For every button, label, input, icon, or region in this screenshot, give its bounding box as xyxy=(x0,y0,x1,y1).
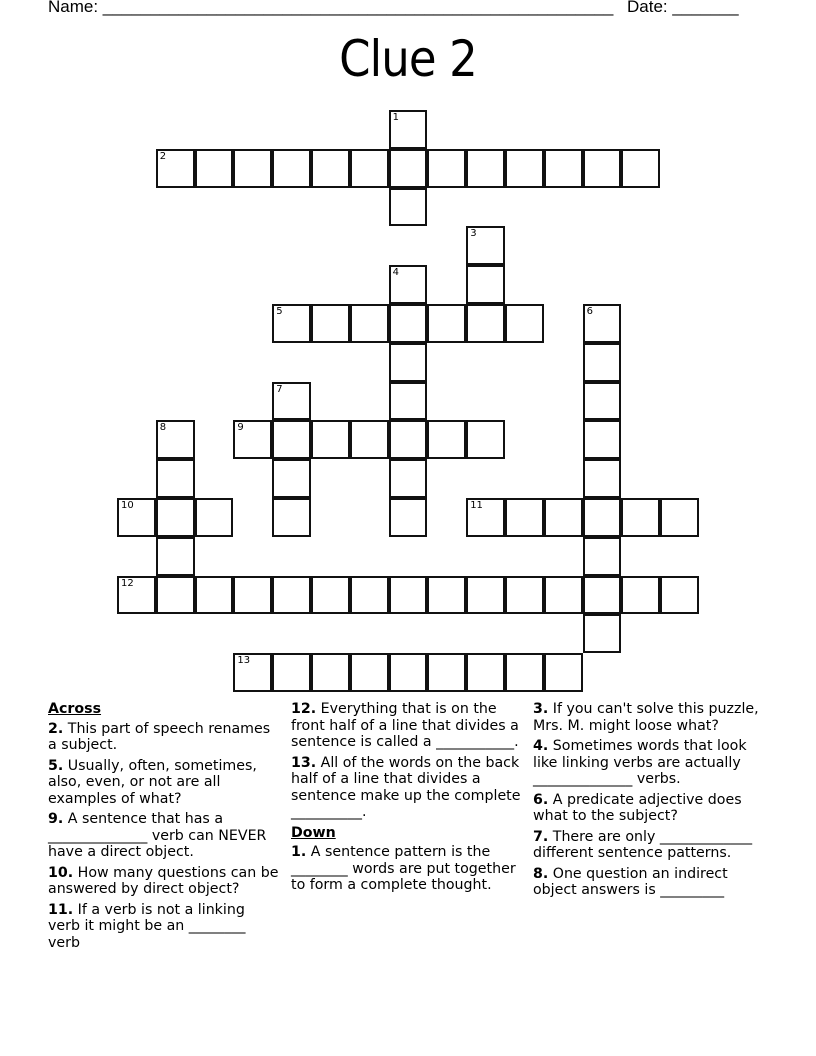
crossword-cell[interactable] xyxy=(544,576,583,615)
crossword-cell[interactable] xyxy=(583,576,622,615)
clue-text: A predicate adjective does what to the subject? xyxy=(533,791,742,824)
crossword-cell[interactable] xyxy=(583,537,622,576)
crossword-cell[interactable] xyxy=(389,459,428,498)
crossword-cell[interactable] xyxy=(233,576,272,615)
clues-column-2 xyxy=(291,701,529,898)
crossword-cell[interactable] xyxy=(195,576,234,615)
cell-number: 9 xyxy=(237,422,244,434)
cell-number: 1 xyxy=(392,112,399,123)
crossword-cell[interactable] xyxy=(466,498,505,537)
puzzle-title: Clue 2 xyxy=(339,30,477,88)
crossword-cell[interactable] xyxy=(311,149,350,188)
clue-text: This part of speech renames a subject. xyxy=(48,720,271,753)
crossword-cell[interactable] xyxy=(389,265,428,304)
clue-number: 7. xyxy=(533,828,549,845)
crossword-cell[interactable] xyxy=(117,576,156,615)
crossword-cell[interactable] xyxy=(195,149,234,188)
crossword-cell[interactable] xyxy=(389,149,428,188)
crossword-cell[interactable] xyxy=(350,304,389,343)
name-field[interactable]: Name: ______________________________________________________ xyxy=(48,0,614,16)
date-field[interactable]: Date: _______ xyxy=(627,0,739,16)
cell-number: 3 xyxy=(470,228,477,240)
crossword-cell[interactable] xyxy=(660,576,699,615)
crossword-cell[interactable] xyxy=(427,653,466,692)
crossword-cell[interactable] xyxy=(311,653,350,692)
clue-text: A sentence that has a ______________ verb can NEVER have a direct object. xyxy=(48,811,267,860)
crossword-cell[interactable] xyxy=(466,420,505,459)
clue-across-13 xyxy=(291,755,529,821)
crossword-cell[interactable] xyxy=(583,343,622,382)
crossword-cell[interactable] xyxy=(272,382,311,421)
crossword-cell[interactable] xyxy=(311,304,350,343)
crossword-cell[interactable] xyxy=(389,576,428,615)
crossword-cell[interactable] xyxy=(505,304,544,343)
crossword-cell[interactable] xyxy=(427,420,466,459)
crossword-cell[interactable] xyxy=(272,576,311,615)
clue-number: 12. xyxy=(291,701,317,717)
crossword-cell[interactable] xyxy=(505,653,544,692)
crossword-cell[interactable] xyxy=(583,614,622,653)
crossword-cell[interactable] xyxy=(233,420,272,459)
crossword-cell[interactable] xyxy=(621,498,660,537)
crossword-cell[interactable] xyxy=(195,498,234,537)
crossword-cell[interactable] xyxy=(156,498,195,537)
crossword-cell[interactable] xyxy=(311,420,350,459)
clue-number: 8. xyxy=(533,865,549,882)
crossword-cell[interactable] xyxy=(350,653,389,692)
clues-column-1 xyxy=(48,701,280,955)
cell-number: 10 xyxy=(121,500,134,511)
crossword-cell[interactable] xyxy=(272,653,311,692)
clue-down-7 xyxy=(533,829,773,862)
crossword-cell[interactable] xyxy=(389,304,428,343)
clue-text: If a verb is not a linking verb it might be an ________ verb xyxy=(48,901,246,951)
clue-across-12 xyxy=(291,701,529,751)
crossword-cell[interactable] xyxy=(427,576,466,615)
crossword-cell[interactable] xyxy=(233,653,272,692)
crossword-cell[interactable] xyxy=(389,420,428,459)
clue-text: One question an indirect object answers is _________ xyxy=(533,865,728,898)
crossword-cell[interactable] xyxy=(272,498,311,537)
crossword-cell[interactable] xyxy=(389,653,428,692)
cell-number: 12 xyxy=(121,577,134,589)
crossword-cell[interactable] xyxy=(583,459,622,498)
clue-number: 13. xyxy=(291,754,317,771)
crossword-cell[interactable] xyxy=(156,149,195,188)
crossword-cell[interactable] xyxy=(544,653,583,692)
clue-down-6 xyxy=(533,792,773,825)
clue-number: 4. xyxy=(533,738,549,754)
crossword-cell[interactable] xyxy=(272,304,311,343)
clue-text: Sometimes words that look like linking verbs are actually ______________ verbs. xyxy=(533,738,747,787)
clue-down-8 xyxy=(533,866,773,899)
clue-across-11 xyxy=(48,902,280,952)
crossword-cell[interactable] xyxy=(466,576,505,615)
crossword-cell[interactable] xyxy=(427,304,466,343)
crossword-cell[interactable] xyxy=(156,576,195,615)
crossword-cell[interactable] xyxy=(350,420,389,459)
clue-text: A sentence pattern is the ________ words are put together to form a complete thought. xyxy=(291,844,516,893)
crossword-cell[interactable] xyxy=(583,149,622,188)
clue-down-4 xyxy=(533,738,773,788)
clue-text: Usually, often, sometimes, also, even, or not are all examples of what? xyxy=(48,757,257,807)
clue-down-3 xyxy=(533,701,773,734)
crossword-cell[interactable] xyxy=(583,304,622,343)
crossword-cell[interactable] xyxy=(427,149,466,188)
cell-number: 5 xyxy=(276,306,283,317)
clue-number: 10. xyxy=(48,864,74,881)
down-heading: Down xyxy=(291,824,336,841)
crossword-cell[interactable] xyxy=(272,459,311,498)
clue-across-5 xyxy=(48,758,280,808)
cell-number: 4 xyxy=(392,267,399,279)
crossword-cell[interactable] xyxy=(660,498,699,537)
clue-text: There are only _____________ different sentence patterns. xyxy=(533,828,753,861)
clue-down-1 xyxy=(291,844,529,894)
crossword-cell[interactable] xyxy=(544,498,583,537)
clue-text: All of the words on the back half of a line that divides a sentence make up the complete __________. xyxy=(291,754,521,820)
crossword-cell[interactable] xyxy=(505,498,544,537)
clue-text: How many questions can be answered by direct object? xyxy=(48,864,279,897)
clue-number: 6. xyxy=(533,791,549,808)
crossword-cell[interactable] xyxy=(350,149,389,188)
crossword-cell[interactable] xyxy=(505,576,544,615)
crossword-cell[interactable] xyxy=(389,498,428,537)
cell-number: 13 xyxy=(237,655,251,667)
crossword-cell[interactable] xyxy=(156,420,195,459)
clue-text: If you can't solve this puzzle, Mrs. M. might loose what? xyxy=(533,701,759,734)
clue-across-10 xyxy=(48,865,280,898)
crossword-cell[interactable] xyxy=(389,110,428,149)
clue-number: 1. xyxy=(291,844,307,860)
crossword-cell[interactable] xyxy=(466,653,505,692)
crossword-cell[interactable] xyxy=(389,343,428,382)
cell-number: 6 xyxy=(586,306,593,317)
across-heading: Across xyxy=(48,701,102,717)
crossword-cell[interactable] xyxy=(466,304,505,343)
clue-number: 11. xyxy=(48,901,74,918)
cell-number: 2 xyxy=(159,150,167,162)
crossword-cell[interactable] xyxy=(466,149,505,188)
crossword-cell[interactable] xyxy=(544,149,583,188)
crossword-cell[interactable] xyxy=(233,149,272,188)
clue-number: 3. xyxy=(533,701,549,717)
crossword-cell[interactable] xyxy=(621,149,660,188)
cell-number: 11 xyxy=(470,500,483,511)
clue-number: 5. xyxy=(48,757,64,774)
crossword-cell[interactable] xyxy=(389,382,428,421)
crossword-cell[interactable] xyxy=(272,420,311,459)
crossword-cell[interactable] xyxy=(156,537,195,576)
crossword-cell[interactable] xyxy=(156,459,195,498)
crossword-cell[interactable] xyxy=(583,420,622,459)
crossword-cell[interactable] xyxy=(117,498,156,537)
crossword-cell[interactable] xyxy=(621,576,660,615)
cell-number: 7 xyxy=(276,383,283,395)
crossword-cell[interactable] xyxy=(350,576,389,615)
cell-number: 8 xyxy=(159,422,167,434)
clue-number: 9. xyxy=(48,811,64,827)
crossword-cell[interactable] xyxy=(311,576,350,615)
crossword-cell[interactable] xyxy=(272,149,311,188)
crossword-cell[interactable] xyxy=(389,188,428,227)
clue-text: Everything that is on the front half of a line that divides a sentence is called a ___________. xyxy=(291,701,519,750)
clue-across-9 xyxy=(48,811,280,861)
clue-number: 2. xyxy=(48,720,64,737)
clues-column-3 xyxy=(533,701,773,903)
crossword-cell[interactable] xyxy=(583,382,622,421)
clue-across-2 xyxy=(48,721,280,754)
crossword-cell[interactable] xyxy=(583,498,622,537)
crossword-cell[interactable] xyxy=(466,226,505,265)
crossword-cell[interactable] xyxy=(466,265,505,304)
crossword-cell[interactable] xyxy=(505,149,544,188)
